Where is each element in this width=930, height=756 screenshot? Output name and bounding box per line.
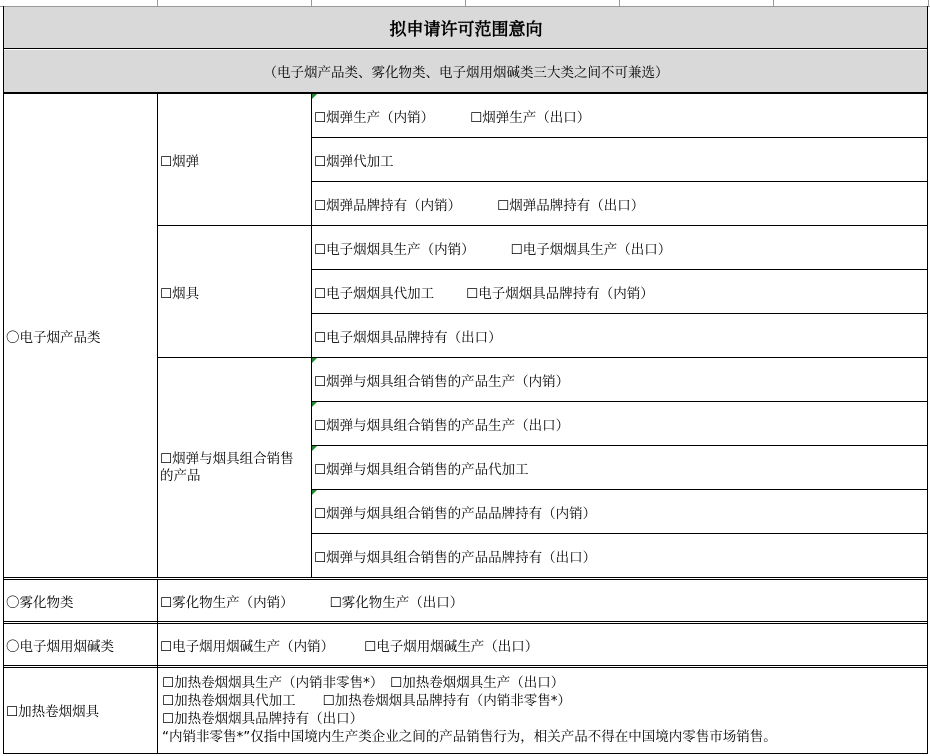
column-divider	[619, 0, 620, 6]
cartridge-oem-checkbox[interactable]: ☐烟弹代加工	[314, 154, 394, 170]
cell-marker	[312, 490, 317, 495]
grid-line	[3, 93, 928, 94]
cell-marker	[312, 358, 317, 363]
ecig-category-radio[interactable]: 〇电子烟产品类	[6, 329, 101, 346]
grid-line	[3, 6, 4, 754]
form-subtitle: （电子烟产品类、雾化物类、电子烟用烟碱类三大类之间不可兼选）	[4, 50, 928, 92]
option-row	[314, 490, 926, 534]
cell-marker	[312, 402, 317, 407]
grid-line	[3, 623, 928, 624]
grid-line	[3, 753, 928, 754]
heated-options-line-3[interactable]: ☐加热卷烟烟具品牌持有（出口）	[162, 711, 364, 727]
grid-line	[3, 579, 928, 580]
grid-line	[311, 489, 928, 490]
grid-line	[311, 533, 928, 534]
device-brand-export-checkbox[interactable]: ☐电子烟烟具品牌持有（出口）	[314, 330, 502, 346]
grid-line	[3, 667, 928, 668]
grid-line	[157, 225, 928, 226]
cartridge-production-domestic-checkbox[interactable]: ☐烟弹生产（内销）	[314, 110, 435, 126]
grid-line	[311, 445, 928, 446]
atomized-production-export-checkbox[interactable]: ☐雾化物生产（出口）	[329, 595, 464, 611]
heated-footnote: “内销非零售*”仅指中国境内生产类企业之间的产品销售行为，相关产品不得在中国境内零售市场销售。	[162, 729, 777, 745]
grid-line	[311, 181, 928, 182]
device-production-domestic-checkbox[interactable]: ☐电子烟烟具生产（内销）	[314, 242, 475, 258]
option-row	[160, 624, 926, 665]
column-divider	[773, 0, 774, 6]
grid-line	[157, 579, 158, 754]
cartridge-brand-domestic-checkbox[interactable]: ☐烟弹品牌持有（内销）	[314, 198, 462, 214]
grid-line	[3, 665, 928, 666]
option-row	[314, 94, 926, 138]
combo-checkbox[interactable]	[160, 358, 310, 577]
cell-marker	[312, 94, 317, 99]
heated-device-options	[162, 668, 926, 752]
combo-production-domestic-checkbox[interactable]: ☐烟弹与烟具组合销售的产品生产（内销）	[314, 374, 570, 390]
option-row	[314, 182, 926, 226]
option-row	[314, 534, 926, 577]
grid-line	[157, 357, 928, 358]
combo-brand-export-checkbox[interactable]: ☐烟弹与烟具组合销售的产品品牌持有（出口）	[314, 549, 597, 566]
grid-line	[311, 93, 312, 578]
combo-label: ☐烟弹与烟具组合销售的产品	[160, 450, 294, 484]
nicotine-category-radio[interactable]: 〇电子烟用烟碱类	[6, 638, 114, 655]
option-row	[314, 138, 926, 182]
option-row	[314, 358, 926, 402]
grid-line	[3, 577, 928, 578]
grid-line	[311, 401, 928, 402]
grid-line	[3, 48, 928, 49]
cartridge-checkbox[interactable]: ☐烟弹	[160, 154, 200, 170]
option-row	[160, 580, 926, 622]
grid-line	[311, 313, 928, 314]
combo-oem-checkbox[interactable]: ☐烟弹与烟具组合销售的产品代加工	[314, 462, 529, 478]
device-oem-checkbox[interactable]: ☐电子烟烟具代加工	[314, 286, 435, 302]
heated-device-checkbox[interactable]: ☐加热卷烟烟具	[6, 704, 100, 720]
heated-options-line-1[interactable]: ☐加热卷烟烟具生产（内销非零售*） ☐加热卷烟烟具生产（出口）	[162, 675, 565, 691]
column-divider	[465, 0, 466, 6]
option-row	[314, 402, 926, 446]
device-production-export-checkbox[interactable]: ☐电子烟烟具生产（出口）	[510, 242, 672, 258]
column-divider	[928, 0, 929, 6]
option-row	[314, 226, 926, 270]
column-divider	[311, 0, 312, 6]
cartridge-production-export-checkbox[interactable]: ☐烟弹生产（出口）	[470, 110, 591, 126]
option-row	[314, 270, 926, 314]
nicotine-production-domestic-checkbox[interactable]: ☐电子烟用烟碱生产（内销）	[160, 638, 335, 655]
atomized-production-domestic-checkbox[interactable]: ☐雾化物生产（内销）	[160, 595, 294, 611]
cell-marker	[312, 446, 317, 451]
grid-line	[157, 93, 158, 578]
heated-options-line-2[interactable]: ☐加热卷烟烟具代加工 ☐加热卷烟烟具品牌持有（内销非零售*）	[162, 693, 571, 709]
form-title: 拟申请许可范围意向	[4, 7, 928, 48]
combo-brand-domestic-checkbox[interactable]: ☐烟弹与烟具组合销售的产品品牌持有（内销）	[314, 506, 597, 522]
grid-line	[311, 269, 928, 270]
grid-line	[3, 621, 928, 622]
nicotine-production-export-checkbox[interactable]: ☐电子烟用烟碱生产（出口）	[364, 638, 539, 655]
device-brand-domestic-checkbox[interactable]: ☐电子烟烟具品牌持有（内销）	[466, 286, 654, 302]
column-divider	[157, 0, 158, 6]
grid-line	[927, 6, 928, 754]
device-checkbox[interactable]: ☐烟具	[160, 286, 200, 302]
atomized-category-radio[interactable]: 〇雾化物类	[6, 595, 74, 611]
grid-line	[311, 137, 928, 138]
cartridge-brand-export-checkbox[interactable]: ☐烟弹品牌持有（出口）	[497, 198, 645, 214]
option-row	[314, 314, 926, 358]
combo-production-export-checkbox[interactable]: ☐烟弹与烟具组合销售的产品生产（出口）	[314, 418, 570, 434]
option-row	[314, 446, 926, 490]
